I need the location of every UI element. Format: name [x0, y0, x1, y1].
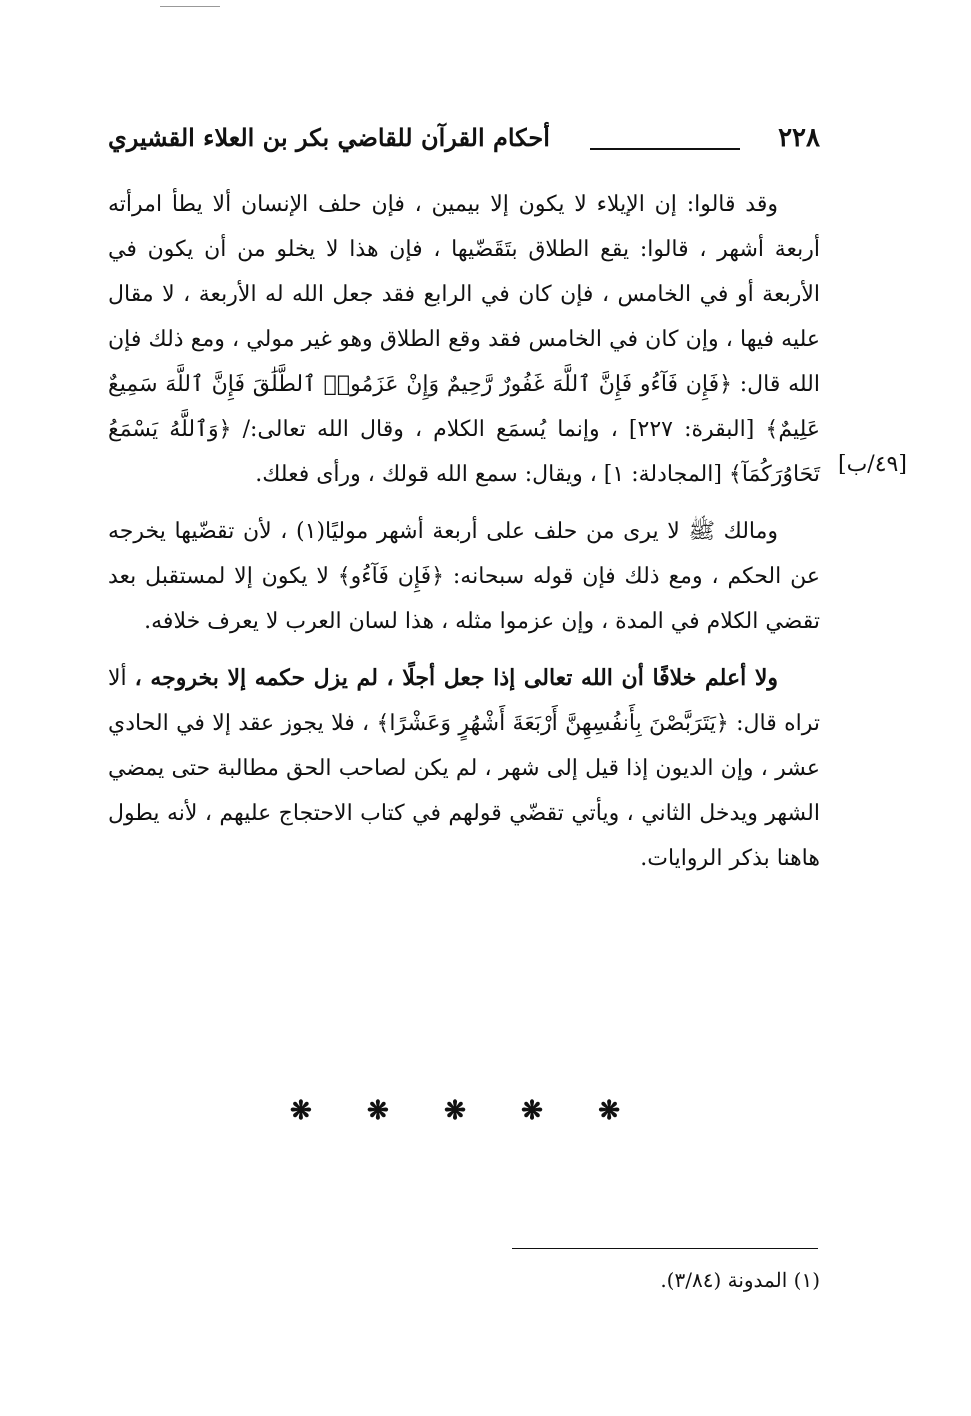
manuscript-folio-note: [٤٩/ب]	[838, 452, 907, 477]
footnote-separator	[512, 1248, 818, 1249]
paragraph-2: ومالك ﷺ لا يرى من حلف على أربعة أشهر موليًا(١) ، لأن تقضّيها يخرجه عن الحكم ، ومع ذلك فإن قوله سبحانه: ﴿فَإِن فَآءُو﴾ لا يكون إلا لمستقبل بعد تقضي الكلام في المدة ، وإن عزموا مثله ، هذا لسان العرب لا يعرف خلافه.	[108, 519, 820, 634]
ornament-star-icon: ❋	[367, 1096, 389, 1126]
section-divider-ornaments	[290, 1096, 620, 1126]
header-rule	[590, 148, 740, 150]
paragraph-1: وقد قالوا: إن الإيلاء لا يكون إلا بيمين ، فإن حلف الإنسان ألا يطأ امرأته أربعة أشهر ، قالوا: يقع الطلاق بتَقَضّيها ، فإن هذا لا يخلو من أن يكون في الأربعة أو في الخامس ، فإن كان في الرابع فقد جعل الله له الأربعة ، لا مقال عليه فيها ، وإن كان في الخامس فقد وقع الطلاق وهو غير مولي ، ومع ذلك فإن الله قال: ﴿فَإِن فَآءُو فَإِنَّ ٱللَّهَ غَفُورٌ رَّحِيمٌ وَإِنْ عَزَمُوا۟ ٱلطَّلَٰقَ فَإِنَّ ٱللَّهَ سَمِيعٌ عَلِيمٌ﴾ [البقرة: ٢٢٧] ، وإنما يُسمَع الكلام ، وقال الله تعالى:/ ﴿وَٱللَّهُ يَسْمَعُ تَحَاوُرَكُمَآ﴾ [المجادلة: ١] ، ويقال: سمع الله قولك ، ورأى فعلك.	[108, 192, 821, 487]
page-header	[108, 118, 820, 162]
top-decorative-rule	[160, 6, 220, 7]
body-text	[108, 182, 820, 881]
page-number: ٢٢٨	[778, 123, 820, 153]
ornament-star-icon: ❋	[598, 1096, 620, 1126]
ornament-star-icon: ❋	[444, 1096, 466, 1126]
footnote-1: (١) المدونة (٣/٨٤).	[660, 1268, 820, 1292]
running-title: أحكام القرآن للقاضي بكر بن العلاء القشيري	[108, 123, 550, 152]
paragraph-3	[108, 656, 820, 881]
paragraph-3-rest: ألا تراه قال: ﴿يَتَرَبَّصْنَ بِأَنفُسِهِنَّ أَرْبَعَةَ أَشْهُرٍ وَعَشْرًا﴾ ، فلا يجوز عقد إلا في الحادي عشر ، وإن الديون إذا قيل إلى شهر ، لم يكن لصاحب الحق مطالبة حتى يمضي الشهر ويدخل الثاني ، ويأتي تقضّي قولهم في كتاب الاحتجاج عليهم ، لأنه يطول هاهنا بذكر الروايات.	[108, 666, 820, 871]
ornament-star-icon: ❋	[521, 1096, 543, 1126]
paragraph-3-bold-lead: ولا أعلم خلافًا أن الله تعالى إذا جعل أجلًا ، لم يزل حكمه إلا بخروجه ،	[134, 665, 778, 691]
ornament-star-icon: ❋	[290, 1096, 312, 1126]
